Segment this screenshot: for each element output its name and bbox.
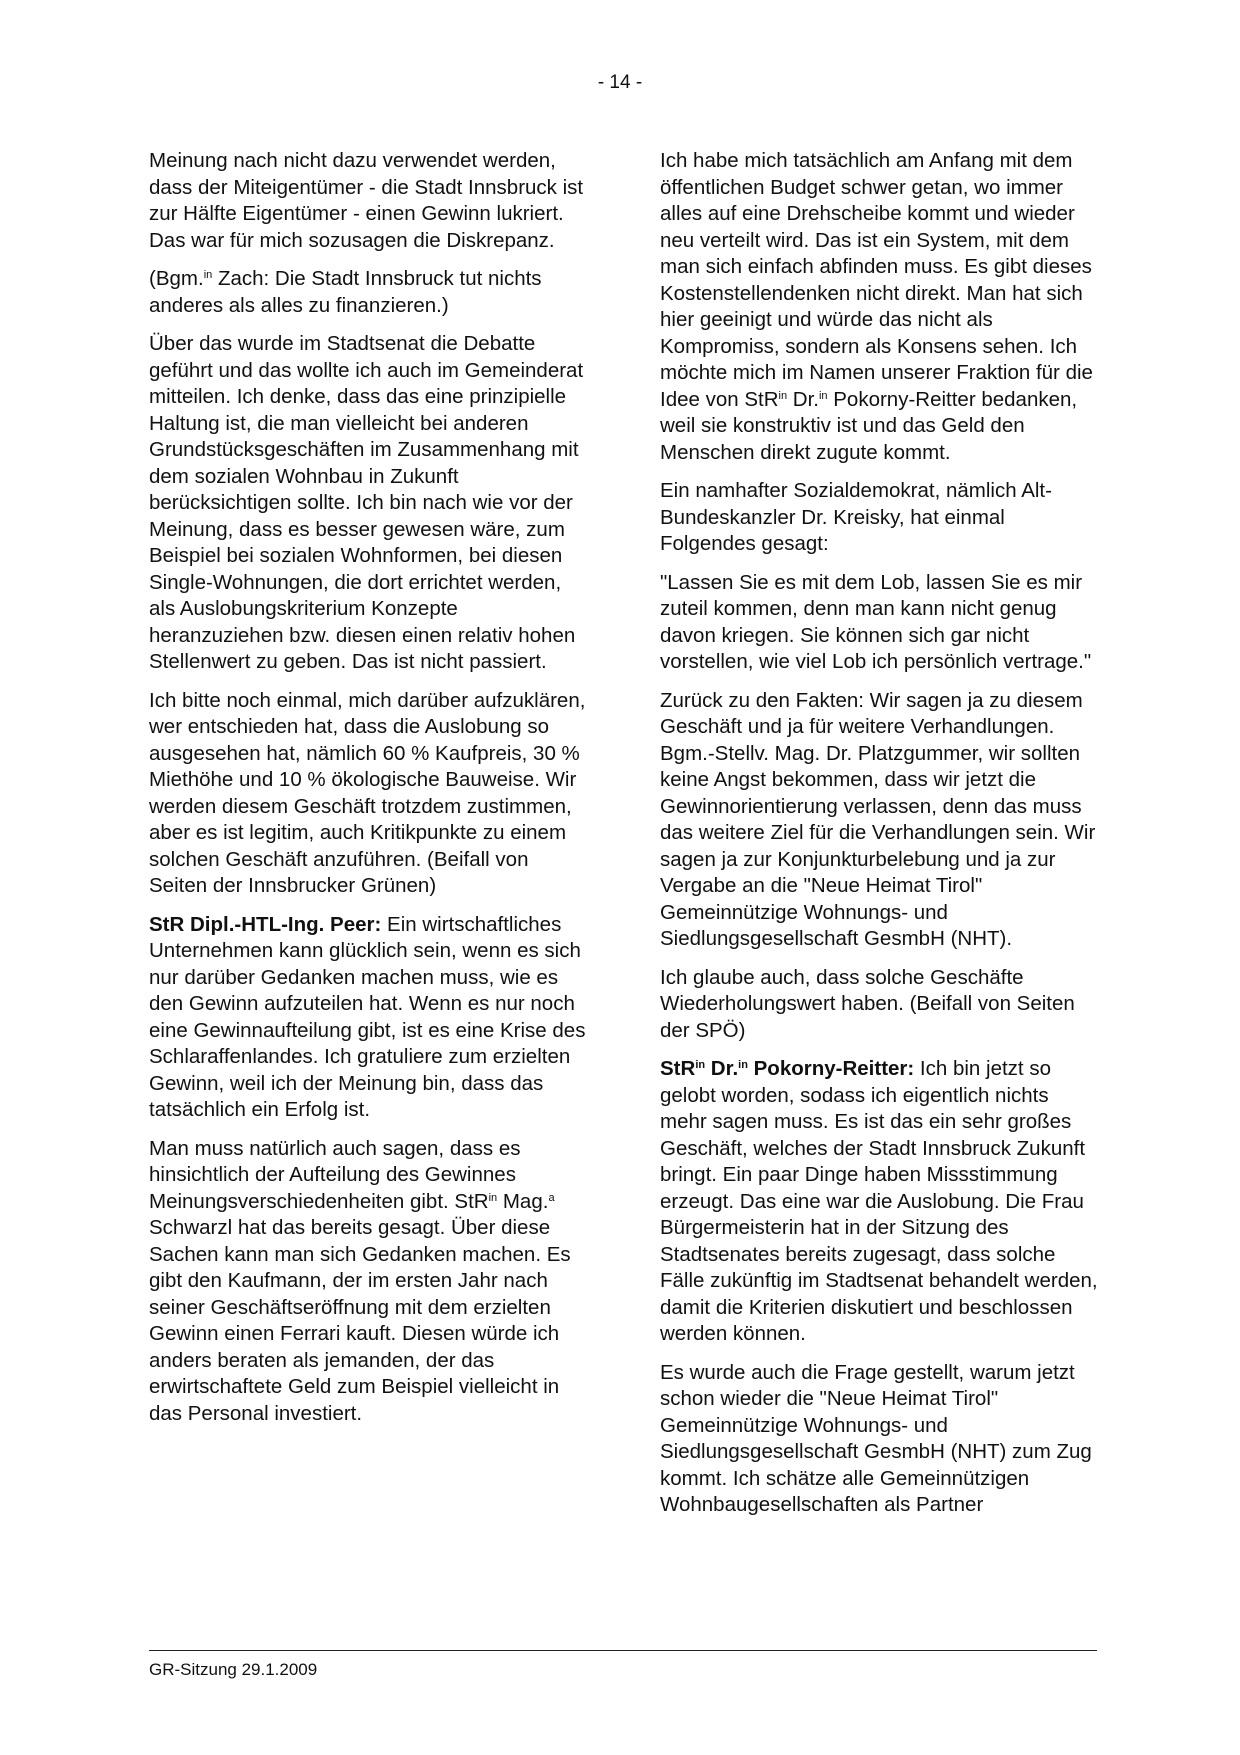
text-run: Mag. [497,1189,549,1213]
superscript: a [548,1191,555,1204]
text-run: Zach: Die Stadt Innsbruck tut nichts anderes als alles zu finanzieren.) [149,267,542,317]
speaker-name [660,1057,914,1080]
text-run: Pokorny-Reitter: [747,1057,915,1080]
text-run: StR [660,1057,696,1080]
paragraph: Zurück zu den Fakten: Wir sagen ja zu diesem Geschäft und ja für weitere Verhandlungen. Bgm.-Stellv. Mag. Dr. Platzgummer, wir sollten keine Angst bekommen, dass wir jetzt die Gewinnorientierung verlassen, denn das muss das weitere Ziel für die Verhandlungen sein. Wir sagen ja zur Konjunkturbelebung und ja zur Vergabe an die "Neue Heimat Tirol" Gemeinnützige Wohnungs- und Siedlungsgesellschaft GesmbH (NHT). [660,688,1096,950]
paragraph: Über das wurde im Stadtsenat die Debatte geführt und das wollte ich auch im Gemeinderat mitteilen. Ich denke, dass das eine prinzipielle Haltung ist, die man vielleicht bei anderen Grundstücksgeschäften im Zusammenhang mit dem sozialen Wohnbau in Zukunft berücksichtigen sollte. Ich bin nach wie vor der Meinung, dass es besser gewesen wäre, zum Beispiel bei sozialen Wohnformen, bei diesen Single-Wohnungen, die dort errichtet werden, als Auslobungskriterium Konzepte heranzuziehen bzw. diesen einen relativ hohen Stellenwert zu geben. Das ist nicht passiert. [149,332,584,673]
text-run: Schwarzl hat das bereits gesagt. Über diese Sachen kann man sich Gedanken machen. Es gibt den Kaufmann, der im ersten Jahr nach seiner Geschäftseröffnung mit dem erzielten Gewinn einen Ferrari kauft. Diesen würde ich anders beraten als jemanden, der das erwirtschaftete Geld zum Beispiel vielleicht in das Personal investiert. [149,1216,571,1425]
footer-session-label: GR-Sitzung 29.1.2009 [149,1660,318,1679]
speaker-name: StR Dipl.-HTL-Ing. Peer: [149,912,382,936]
superscript: in [695,1059,706,1072]
text-run: Ich bin jetzt so gelobt worden, sodass ich eigentlich nichts mehr sagen muss. Es ist das ein sehr großes Geschäft, welches der Stadt Innsbruck Zukunft bringt. Ein paar Dinge haben Missstimmung erzeugt. Das eine war die Auslobung. Die Frau Bürgermeisterin hat in der Sitzung des Stadtsenates bereits zugesagt, dass solche Fälle zukünftig im Stadtsenat behandelt werden, damit die Kriterien diskutiert und beschlossen werden können. [660,1057,1098,1345]
speech-paragraph [660,1056,1100,1348]
paragraph: Meinung nach nicht dazu verwendet werden, dass der Miteigentümer - die Stadt Innsbruck ist zur Hälfte Eigentümer - einen Gewinn lukriert. Das war für mich sozusagen die Diskrepanz. [149,149,584,252]
speech-paragraph [149,912,589,1124]
interjection [149,266,589,319]
superscript: in [818,389,828,402]
paragraph [149,1136,589,1428]
text-run: Pokorny-Reitter bedanken, weil sie konstruktiv ist und das Geld den Menschen direkt zugute kommt. [660,387,1078,464]
text-run: Man muss natürlich auch sagen, dass es hinsichtlich der Aufteilung des Gewinnes Meinungsverschiedenheiten gibt. StR [149,1136,521,1213]
left-column [149,148,589,1439]
paragraph [660,148,1100,466]
right-column [660,148,1100,1531]
text-run: Dr. [787,387,819,411]
page-number: - 14 - [597,72,643,93]
text-run: Ein wirtschaftliches Unternehmen kann glücklich sein, wenn es sich nur darüber Gedanken machen muss, wie es den Gewinn aufzuteilen hat. Wenn es nur noch eine Gewinnaufteilung gibt, ist es eine Krise des Schlaraffenlandes. Ich gratuliere zum erzielten Gewinn, weil ich der Meinung bin, dass das tatsächlich ein Erfolg ist. [149,912,586,1121]
footer-divider [149,1650,1097,1651]
paragraph: Ein namhafter Sozialdemokrat, nämlich Alt-Bundeskanzler Dr. Kreisky, hat einmal Folgendes gesagt: [660,479,1052,555]
text-run: (Bgm. [149,267,204,290]
text-run: Ich habe mich tatsächlich am Anfang mit dem öffentlichen Budget schwer getan, wo immer alles auf eine Drehscheibe kommt und wieder neu verteilt wird. Das ist ein System, mit dem man sich einfach abfinden muss. Es gibt dieses Kostenstellendenken nicht direkt. Man hat sich hier geeinigt und würde das nicht als Kompromiss, sondern als Konsens sehen. Ich möchte mich im Namen unserer Fraktion für die Idee von StR [660,149,1093,411]
paragraph: Ich glaube auch, dass solche Geschäfte Wiederholungswert haben. (Beifall von Seiten der SPÖ) [660,965,1075,1042]
quote-paragraph: "Lassen Sie es mit dem Lob, lassen Sie es mir zuteil kommen, denn man kann nicht genug davon kriegen. Sie können sich gar nicht vorstellen, wie viel Lob ich persönlich vertrage." [660,570,1092,673]
superscript: in [778,389,788,402]
superscript: in [738,1059,748,1072]
paragraph: Ich bitte noch einmal, mich darüber aufzuklären, wer entschieden hat, dass die Auslobung so ausgesehen hat, nämlich 60 % Kaufpreis, 30 % Miethöhe und 10 % ökologische Bauweise. Wir werden diesem Geschäft trotzdem zustimmen, aber es ist legitim, auch Kritikpunkte zu einem solchen Geschäft anzuführen. (Beifall von Seiten der Innsbrucker Grünen) [149,688,586,897]
text-run: Dr. [705,1057,739,1080]
superscript: in [203,269,213,282]
superscript: in [488,1191,498,1204]
paragraph: Es wurde auch die Frage gestellt, warum jetzt schon wieder die "Neue Heimat Tirol" Gemeinnützige Wohnungs- und Siedlungsgesellschaft GesmbH (NHT) zum Zug kommt. Ich schätze alle Gemeinnützigen Wohnbaugesellschaften als Partner [660,1360,1092,1516]
